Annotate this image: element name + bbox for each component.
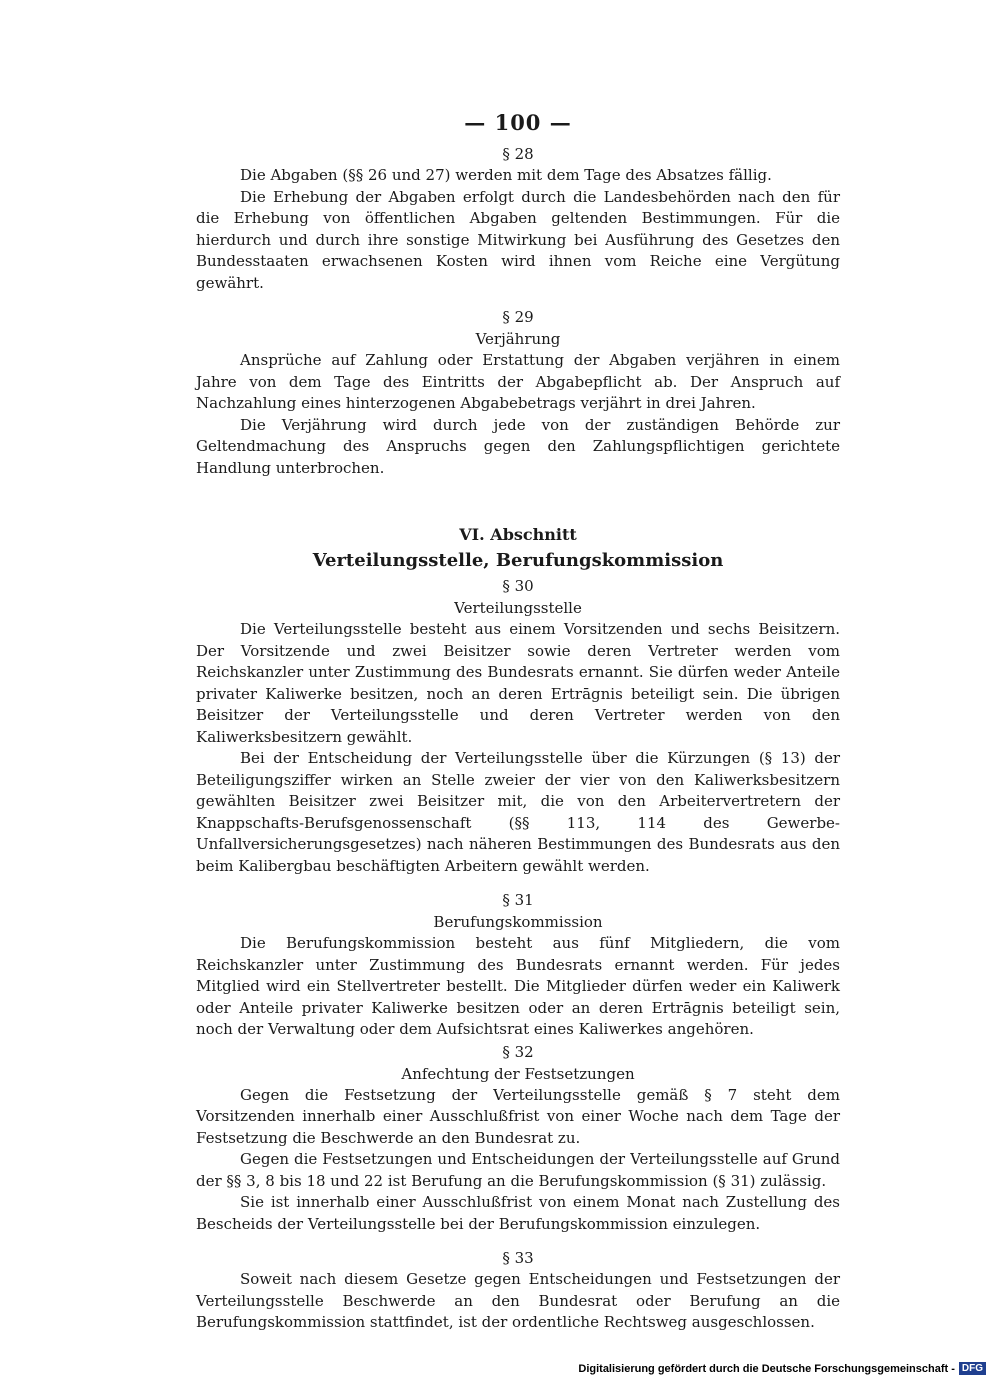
document-page (196, 110, 840, 1334)
section-title: Berufungskommission (433, 913, 603, 931)
chapter-title: Verteilungsstelle, Berufungskommission (312, 550, 724, 571)
paragraph: Die Verteilungsstelle besteht aus einem Vorsitzenden und sechs Beisitzern. Der Vorsitzende und zwei Beisitzer sowie deren Vertreter werden vom Reichskanzler unter Zustimmung des Bundesrats ernannt. Sie dürfen weder Anteile privater Kaliwerke besitzen, noch an deren Ertrāgnis beteiligt sein. Die übrigen Beisitzer der Verteilungsstelle und deren Vertreter werden von den Kaliwerksbesitzern gewählt. (196, 620, 840, 746)
section-28 (196, 143, 840, 294)
page-number: — 100 — (464, 110, 572, 135)
paragraph: Gegen die Festsetzung der Verteilungsstelle gemäß § 7 steht dem Vorsitzenden innerhalb einer Ausschlußfrist von einer Woche nach dem Tage der Festsetzung die Beschwerde an den Bundesrat zu. (196, 1085, 840, 1147)
section-30 (196, 575, 840, 877)
chapter-header (196, 523, 840, 575)
section-heading: § 29 (502, 308, 534, 326)
section-29 (196, 306, 840, 479)
credit-text: Digitalisierung gefördert durch die Deutsche Forschungsgemeinschaft - (578, 1362, 955, 1375)
section-heading: § 30 (502, 577, 534, 595)
section-title: Verjährung (475, 330, 561, 348)
paragraph: Die Berufungskommission besteht aus fünf Mitgliedern, die vom Reichskanzler unter Zustimmung des Bundesrats ernannt werden. Für jedes Mitglied wird ein Stellvertreter bestellt. Die Mitglieder dürfen weder ein Kaliwerk oder Anteile privater Kaliwerke besitzen oder an deren Ertrāgnis beteiligt sein, noch der Verwaltung oder dem Aufsichtsrat eines Kaliwerkes angehören. (196, 934, 840, 1038)
paragraph: Gegen die Festsetzungen und Entscheidungen der Verteilungsstelle auf Grund der §§ 3, 8 bis 18 und 22 ist Berufung an die Berufungskommission (§ 31) zulässig. (196, 1150, 840, 1190)
paragraph: Die Verjährung wird durch jede von der zuständigen Behörde zur Geltendmachung des Anspruchs gegen den Zahlungspflichtigen gerichtete Handlung unterbrochen. (196, 415, 840, 477)
section-heading: § 32 (502, 1042, 534, 1061)
section-32 (196, 1041, 840, 1236)
section-title: Anfechtung der Festsetzungen (401, 1064, 635, 1083)
paragraph: Sie ist innerhalb einer Ausschlußfrist von einem Monat nach Zustellung des Bescheids der Verteilungsstelle bei der Berufungskommission einzulegen. (196, 1193, 840, 1233)
section-31 (196, 889, 840, 1041)
section-heading: § 31 (502, 891, 534, 909)
section-heading: § 33 (502, 1249, 534, 1267)
digitization-credit (578, 1362, 986, 1375)
paragraph: Soweit nach diesem Gesetze gegen Entscheidungen und Festsetzungen der Verteilungsstelle Beschwerde an den Bundesrat oder Berufung an die Berufungskommission stattfindet, ist der ordentliche Rechtsweg ausgeschlossen. (196, 1270, 840, 1331)
section-heading: § 28 (502, 145, 534, 163)
paragraph: Bei der Entscheidung der Verteilungsstelle über die Kürzungen (§ 13) der Beteiligungsziffer wirken an Stelle zweier der vier von den Kaliwerksbesitzern gewählten Beisitzer zwei Beisitzer mit, die von den Arbeitervertretern der Knappschafts-Berufsgenossenschaft (§§ 113, 114 des Gewerbe-Unfallversicherungsgesetzes) nach näheren Bestimmungen des Bundesrats aus den beim Kalibergbau beschäftigten Arbeitern gewählt werden. (196, 749, 840, 875)
paragraph: Die Erhebung der Abgaben erfolgt durch die Landesbehörden nach den für die Erhebung von öffentlichen Abgaben geltenden Bestimmungen. Für die hierdurch und durch ihre sonstige Mitwirkung bei Ausführung des Gesetzes den Bundesstaaten erwachsenen Kosten wird ihnen vom Reiche eine Vergütung gewährt. (196, 187, 840, 292)
paragraph: Die Abgaben (§§ 26 und 27) werden mit dem Tage des Absatzes fällig. (240, 166, 772, 184)
paragraph: Ansprüche auf Zahlung oder Erstattung der Abgaben verjähren in einem Jahre von dem Tage des Eintritts der Abgabepflicht ab. Der Anspruch auf Nachzahlung eines hinterzogenen Abgabebetrags verjährt in drei Jahren. (196, 351, 840, 412)
section-title: Verteilungsstelle (454, 599, 582, 617)
section-33 (196, 1247, 840, 1334)
dfg-logo-icon: DFG (959, 1362, 986, 1375)
chapter-label: VI. Abschnitt (459, 525, 577, 544)
